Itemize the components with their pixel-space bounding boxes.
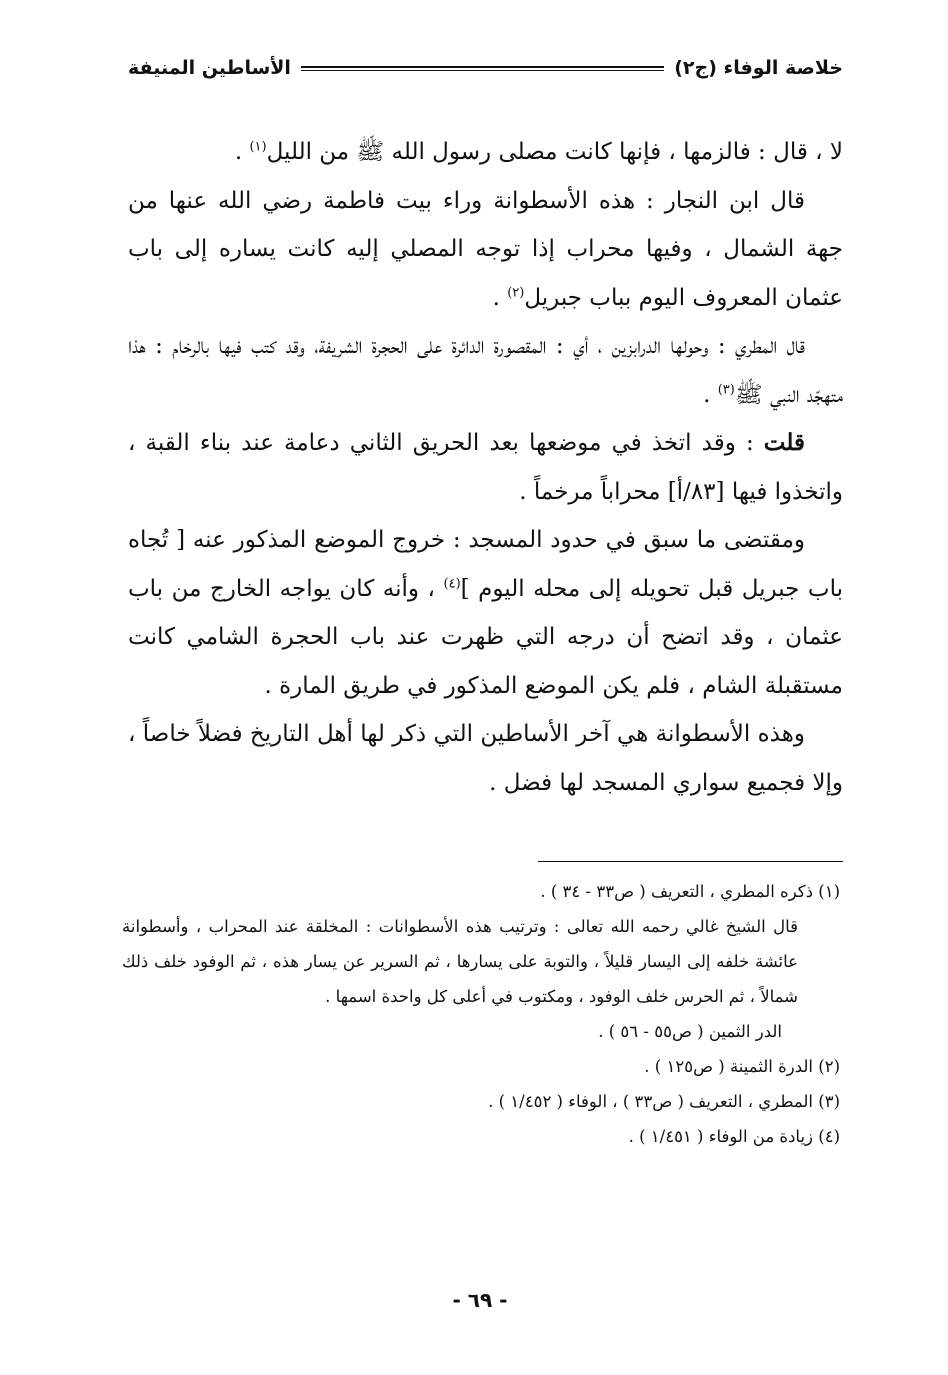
paragraph-2: قال ابن النجار : هذه الأسطوانة وراء بيت فاطمة رضي الله عنها من جهة الشمال ، وفيها محراب إذا توجه المصلي إليه كانت يساره إلى باب عثمان المعروف اليوم بباب جبريل$^{(٢)}$ . [128,187,843,311]
paragraph-1: لا ، قال : فالزمها ، فإنها كانت مصلى رسول الله ﷺ من الليل$^{(١)}$ . [234,139,843,165]
header-divider [301,66,664,71]
footnote-3: (٣) المطري ، التعريف ( ص٣٣ ) ، الوفاء ( ١/٤٥٢ ) . [488,1092,840,1111]
paragraph-4: قلت : وقد اتخذ في موضعها بعد الحريق الثاني دعامة عند بناء القبة ، واتخذوا فيها [٨٣/أ] محراباً مرخماً . [128,429,843,505]
paragraph-3: قال المطري : وحولها الدرابزين ، أي : المقصورة الدائرة على الحجرة الشريفة، وقد كتب فيها بالرخام : هذا متهجّد النبي ﷺ$^{(٣)}$ . [128,333,843,408]
footnote-ref-3: (٣) [717,381,735,397]
qultu-lead: قلت [763,429,805,456]
footnote-ref-2: (٢) [507,284,525,300]
footnote-4: (٤) زيادة من الوفاء ( ١/٤٥١ ) . [628,1127,840,1146]
footnote-ref-1: (١) [249,139,267,155]
footnote-separator [538,861,843,862]
footnote-1-note: قال الشيخ غالي رحمه الله تعالى : وترتيب هذه الأسطوانات : المخلقة عند المحراب ، وأسطوانة عائشة خلفه إلى اليسار قليلاً ، والتوبة على يسارها ، ثم السرير عن يسار هذه ، ثم الوفود خلف ذلك شمالاً ، ثم الحرس خلف الوفود ، ومكتوب في أعلى كل واحدة اسمها . [122,917,798,1006]
header-chapter-title: الأساطين المنيفة [128,57,291,79]
paragraph-6: وهذه الأسطوانة هي آخر الأساطين التي ذكر لها أهل التاريخ فضلاً خاصاً ، وإلا فجميع سواري المسجد لها فضل . [128,721,843,796]
paragraph-5: ومقتضى ما سبق في حدود المسجد : خروج الموضع المذكور عنه [ تُجاه باب جبريل قبل تحويله إلى محله اليوم ]$^{(٤)}$ ، وأنه كان يواجه الخارج من باب عثمان ، وقد اتضح أن درجه التي ظهرت عند باب الحجرة الشامي كانت مستقبلة الشام ، فلم يكن الموضع المذكور في طريق المارة . [128,527,843,699]
running-header [128,50,843,86]
header-book-title: خلاصة الوفاء (ج٢) [674,57,843,79]
footnote-1-source: الدر الثمين ( ص٥٥ - ٥٦ ) . [598,1022,782,1041]
footnotes [122,874,840,1154]
main-text [128,128,843,807]
footnote-1: (١) ذكره المطري ، التعريف ( ص٣٣ - ٣٤ ) . [540,882,840,901]
page-number: - ٦٩ - [452,1288,508,1312]
footnote-2: (٢) الدرة الثمينة ( ص١٢٥ ) . [644,1057,840,1076]
footnote-ref-4: (٤) [443,575,461,591]
